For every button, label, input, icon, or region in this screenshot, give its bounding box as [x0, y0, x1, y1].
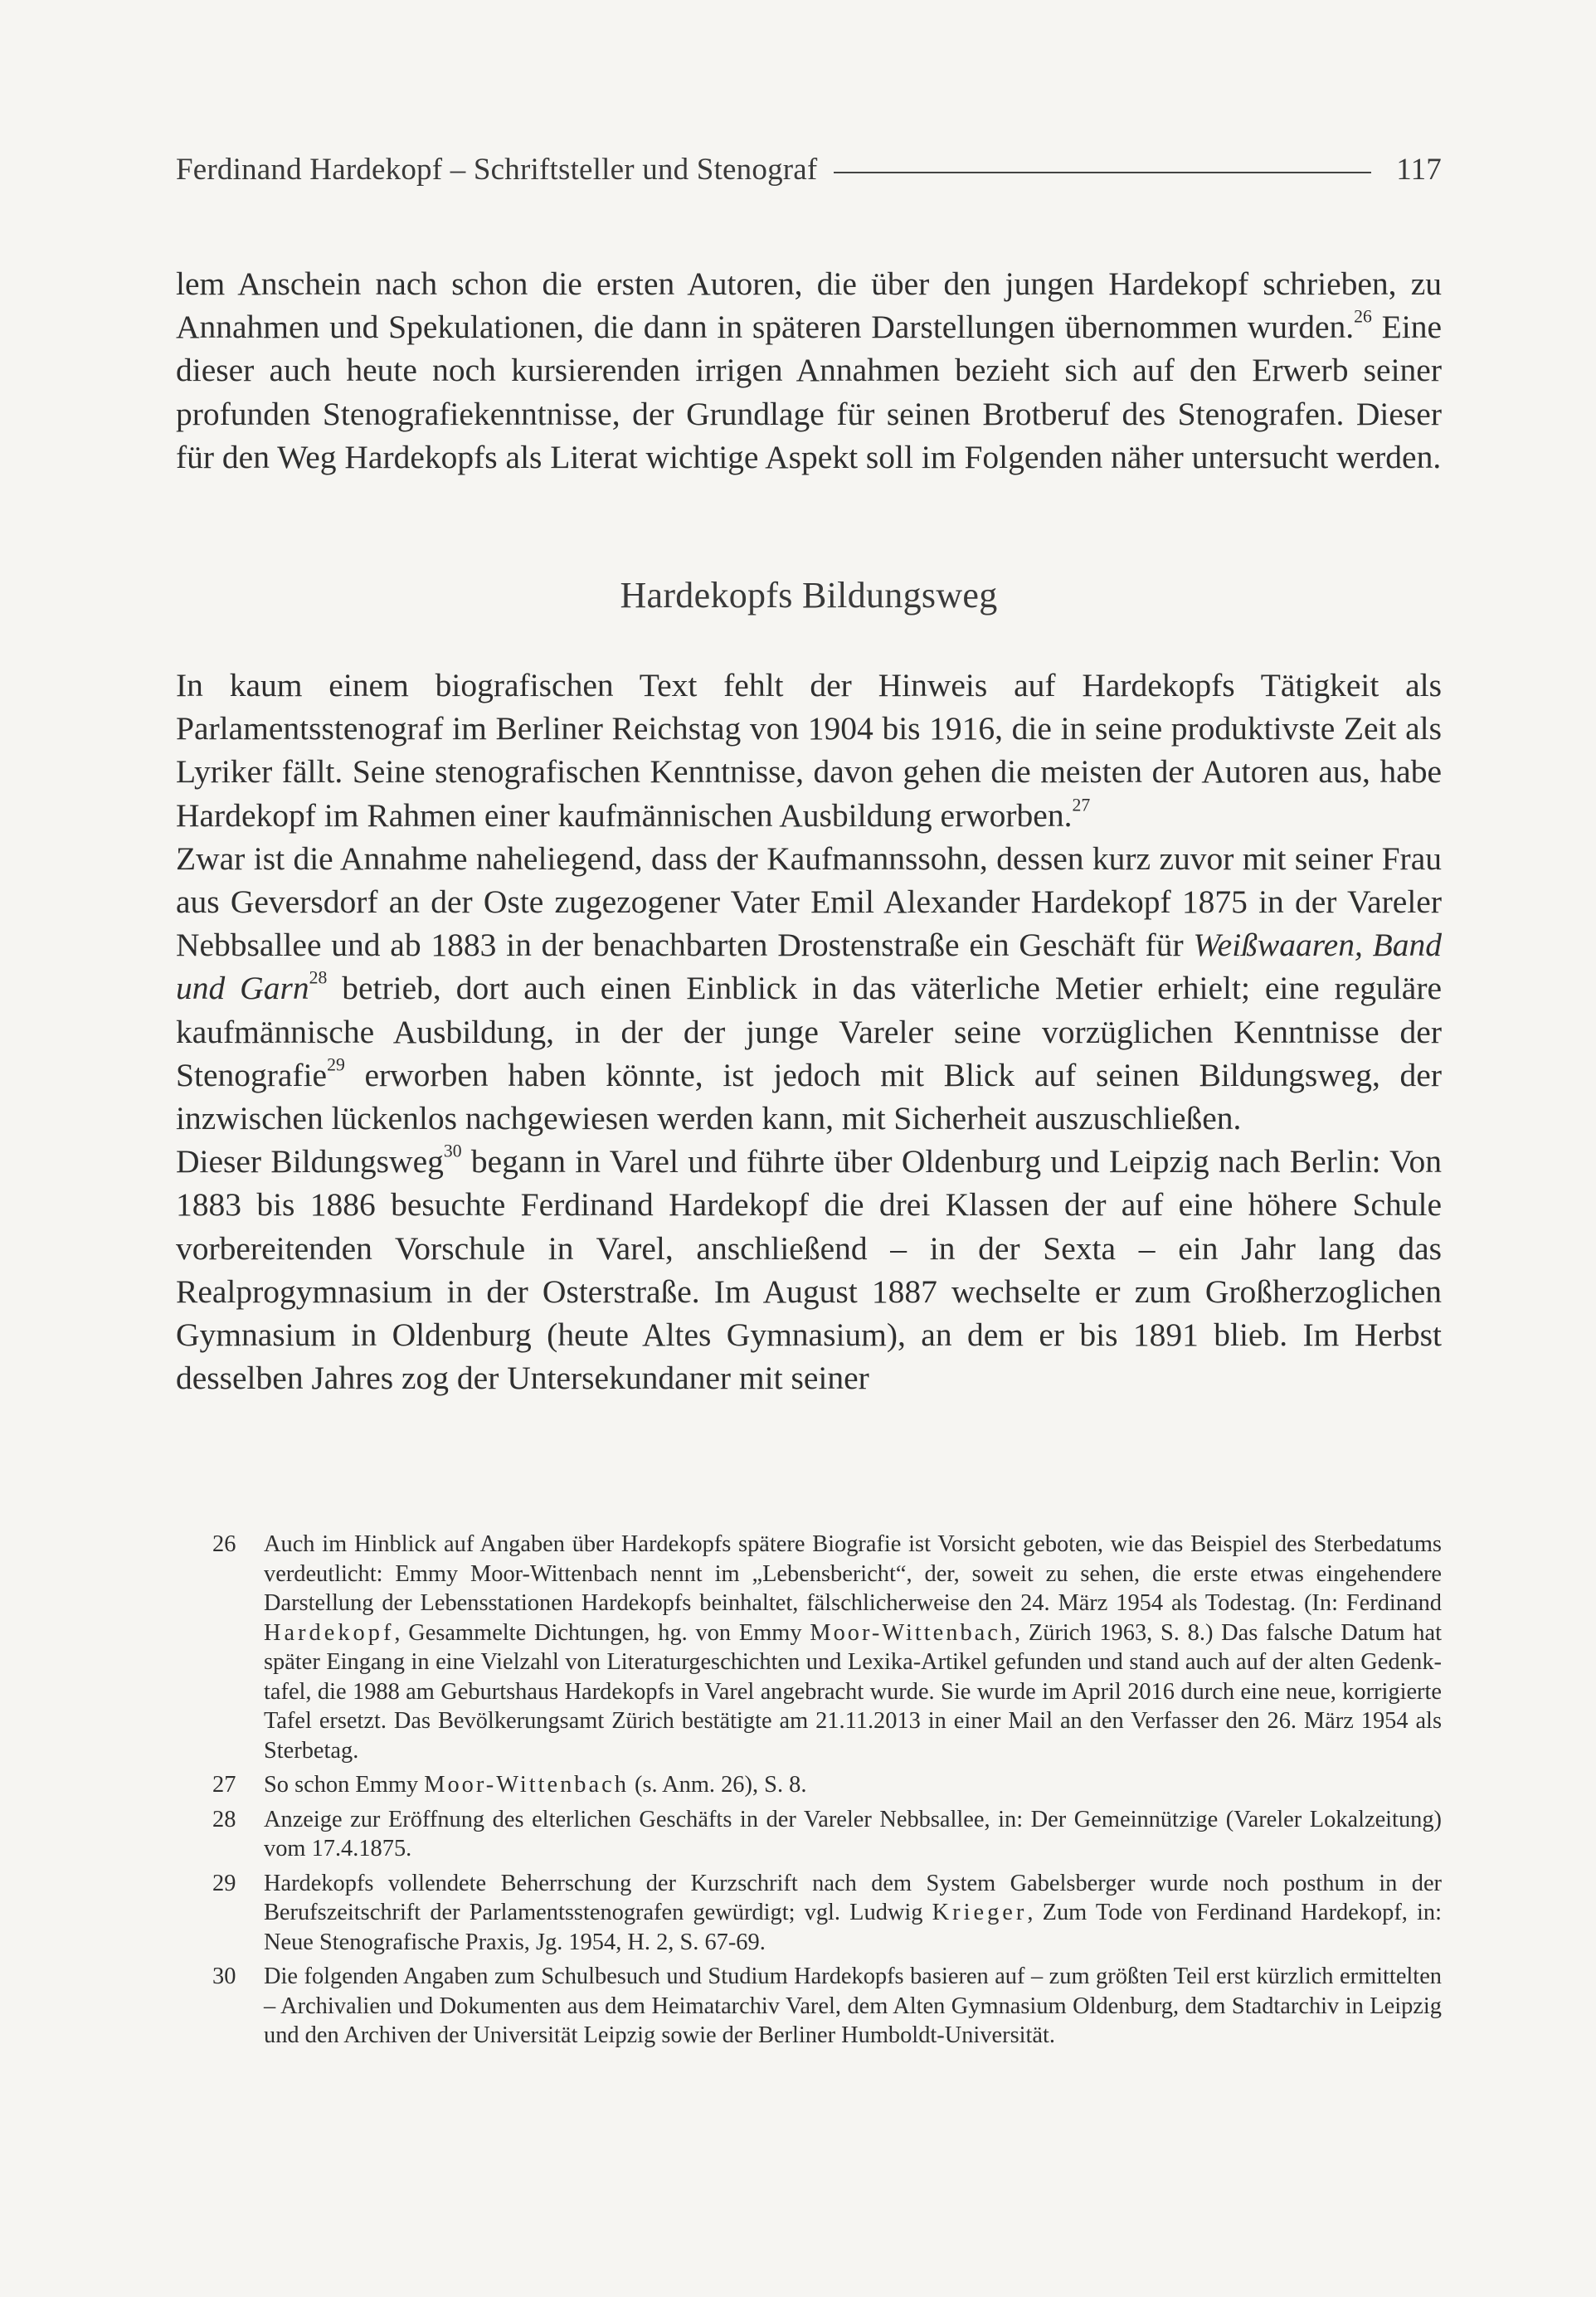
footnote-number: 29 [212, 1870, 236, 1896]
paragraph-text: betrieb, dort auch einen Einblick in das väterliche Metier erhielt; eine reguläre kaufmännische Ausbildung, in der der junge Vareler seine vorzüglichen Kenntnisse der Stenografie [176, 970, 1442, 1093]
paragraph-text: Dieser Bildungsweg [176, 1143, 444, 1180]
paragraph-text: Zwar ist die Annahme naheliegend, dass der Kaufmannssohn, dessen kurz zuvor mit seiner Frau aus Geversdorf an der Oste zugezogener Vater Emil Alexander Hardekopf 1875 in der Vareler Nebbsallee und ab 1883 in der benachbarten Drostenstraße ein Geschäft für [176, 839, 1442, 964]
paragraph [176, 262, 1442, 479]
footnote-text [264, 1869, 1442, 1958]
footnote-text-part: Hardekopfs vollendete Beherrschung der Kurzschrift nach dem System Gabelsberger wurde noch posthum in der Berufszeitschrift der Parlamentsstenografen gewürdigt; vgl. Ludwig [264, 1870, 1442, 1925]
running-head-rule [834, 172, 1371, 173]
running-head-title: Ferdinand Hardekopf – Schriftsteller und Stenograf [176, 153, 818, 187]
paragraph-2 [176, 837, 1442, 1140]
footnote-29 [212, 1869, 1442, 1958]
footnote-number: 26 [212, 1531, 236, 1557]
footnote-text-part: So schon Emmy [264, 1772, 425, 1798]
footnote-ref: 27 [1072, 795, 1091, 815]
paragraph-3 [176, 1140, 1442, 1399]
paragraph-text: lem Anschein nach schon die ersten Autoren, die über den jungen Hardekopf schrieben, zu Annahmen und Spekulationen, die dann in späteren Darstellungen übernommen wurden. [176, 265, 1442, 346]
author-name: Hardekopf [264, 1619, 395, 1646]
footnote-30 [212, 1962, 1442, 2051]
footnote-ref: 26 [1354, 306, 1372, 327]
footnote-27 [212, 1770, 1442, 1800]
author-name: Krieger [932, 1900, 1028, 1925]
footnote-26 [212, 1530, 1442, 1765]
footnote-number: 27 [212, 1772, 236, 1798]
footnotes [212, 1530, 1442, 2056]
footnote-number: 28 [212, 1806, 236, 1832]
paragraph-text: Eine dieser auch heute noch kursierenden irrigen Annahmen bezieht sich auf den Erwerb seiner profunden Stenografiekenntnisse, der Grundlage für seinen Brotberuf des Stenografen. Dieser für den Weg Hardekopfs als Literat wichtige Aspekt soll im Folgenden näher untersucht werden. [176, 309, 1443, 475]
footnote-ref: 29 [327, 1054, 345, 1075]
paragraph-text: begann in Varel und führte über Oldenburg und Leipzig nach Berlin: Von 1883 bis 1886 besuchte Ferdinand Hardekopf die drei Klassen der auf eine höhere Schule vorbereitenden Vorschule in Varel, anschließend – in der Sexta – ein Jahr lang das Realprogymnasium in der Osterstraße. Im August 1887 wechselte er zum Großherzoglichen Gymnasium in Oldenburg (heute Altes Gymnasium), an dem er bis 1891 blieb. Im Herbst desselben Jahres zog der Untersekundaner mit seiner [176, 1143, 1442, 1397]
main-text [176, 664, 1442, 1399]
footnote-text [264, 1530, 1442, 1765]
footnote-text [264, 1770, 1442, 1800]
footnote-text-part: , Gesammelte Dichtungen, hg. von Emmy [394, 1619, 810, 1646]
footnote-number: 30 [212, 1964, 236, 1989]
intro-paragraph [176, 262, 1442, 479]
section-heading: Hardekopfs Bildungsweg [620, 575, 998, 616]
page-number: 117 [1396, 153, 1442, 187]
footnote-28 [212, 1805, 1442, 1864]
footnote-text-part: (s. Anm. 26), S. 8. [628, 1772, 807, 1798]
paragraph-text: erworben haben könnte, ist jedoch mit Blick auf seinen Bildungsweg, der inzwischen lückenlos nachgewiesen werden kann, mit Sicherheit auszuschließen. [176, 1056, 1442, 1137]
footnote-text: Anzeige zur Eröffnung des elterlichen Geschäfts in der Vareler Nebbsallee, in: Der Gemeinnützige (Vareler Lokalzeitung) vom 17.4.1875. [264, 1806, 1442, 1861]
footnote-text-part: Auch im Hinblick auf Angaben über Hardekopfs spätere Biografie ist Vorsicht geboten, wie das Beispiel des Sterbedatums verdeutlicht: Emmy Moor-Wittenbach nennt im „Lebensbericht“, der, soweit zu sehen, die erste etwas eingehendere Darstellung der Lebensstationen Hardekopfs beinhaltet, fälschlicherweise den 24. März 1954 als Todestag. (In: Ferdinand [264, 1531, 1442, 1616]
footnote-ref: 28 [309, 967, 328, 988]
paragraph-text: In kaum einem biografischen Text fehlt der Hinweis auf Hardekopfs Tätigkeit als Parlamentsstenograf im Berliner Reichstag von 1904 bis 1916, die in seine produktivste Zeit als Lyriker fällt. Seine stenografischen Kenntnisse, davon gehen die meisten der Autoren aus, habe Hardekopf im Rahmen einer kaufmännischen Ausbildung erworben. [176, 667, 1442, 834]
running-head [176, 152, 1442, 187]
author-name: Moor-Wittenbach [424, 1772, 629, 1798]
footnote-text-part: , Zum Tode von Ferdinand Hardekopf, in: Neue Stenografische Praxis, Jg. 1954, H. 2, S. 67-69. [264, 1900, 1443, 1955]
footnote-ref: 30 [443, 1141, 462, 1161]
author-name: Moor-Wittenbach [810, 1619, 1015, 1646]
paragraph-1 [176, 664, 1442, 837]
footnote-text-part: , Zürich 1963, S. 8.) Das falsche Datum hat später Eingang in eine Vielzahl von Literaturgeschichten und Lexika-Artikel gefunden und stand auch auf der alten Gedenktafel, die 1988 am Geburtshaus Hardekopfs in Varel angebracht wurde. Sie wurde im April 2016 durch eine neue, korrigierte Tafel ersetzt. Das Bevölkerungsamt Zürich bestätigte am 21.11.2013 in einer Mail an den Verfasser den 26. März 1954 als Sterbetag. [264, 1619, 1442, 1764]
italic-title: Weißwaaren, Band und Garn [176, 927, 1442, 1007]
footnote-text: Die folgenden Angaben zum Schulbesuch und Studium Hardekopfs basieren auf – zum größten Teil erst kürzlich ermittelten – Archivalien und Dokumenten aus dem Heimatarchiv Varel, dem Alten Gymnasium Oldenburg, dem Stadtarchiv in Leipzig und den Archiven der Universität Leipzig sowie der Berliner Humboldt-Universität. [264, 1964, 1442, 2048]
